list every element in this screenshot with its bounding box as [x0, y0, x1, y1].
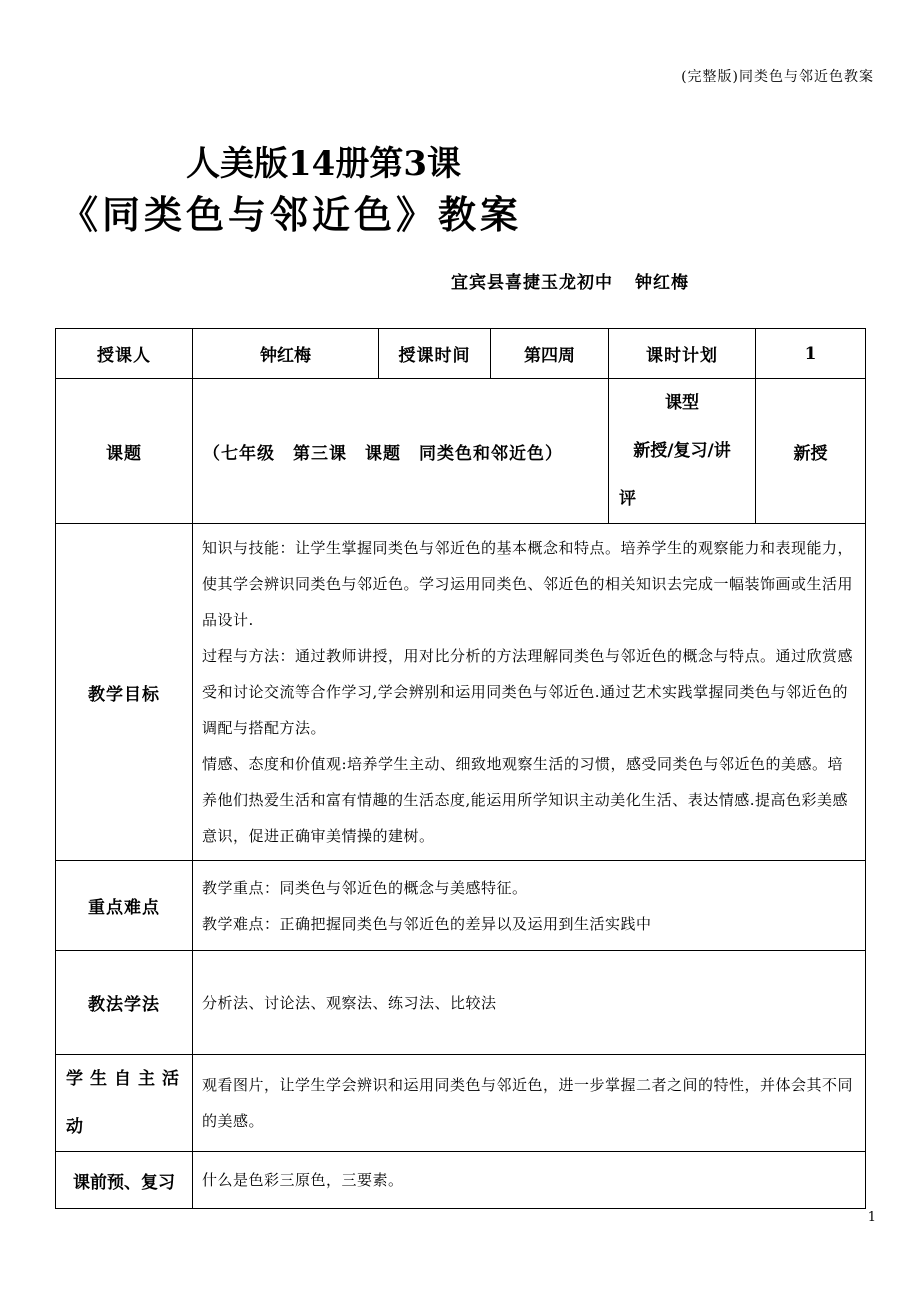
author-name: 钟红梅 [635, 273, 689, 293]
keypoints-content [193, 861, 866, 951]
keypoints-focus: 教学重点：同类色与邻近色的概念与美感特征。 [202, 878, 528, 897]
goals-attitude: 情感、态度和价值观:培养学生主动、细致地观察生活的习惯，感受同类色与邻近色的美感。培养他们热爱生活和富有情趣的生活态度,能运用所学知识主动美化生活、表达情感.提高色彩美感意识，促进正确审美情操的建树。 [202, 755, 849, 845]
topic-value: （七年级 第三课 课题 同类色和邻近色） [193, 379, 609, 524]
page-title-line1: 人美版14册第3课 [186, 144, 461, 184]
lesson-type-options-2: 评 [619, 489, 636, 509]
keypoints-difficulty: 教学难点：正确把握同类色与邻近色的差异以及运用到生活实践中 [202, 914, 652, 933]
time-value: 第四周 [491, 329, 609, 379]
methods-content: 分析法、讨论法、观察法、练习法、比较法 [193, 951, 866, 1055]
topic-label: 课题 [56, 379, 193, 524]
activities-label [56, 1055, 193, 1152]
keypoints-label: 重点难点 [56, 861, 193, 951]
table-row-goals [56, 524, 866, 861]
lesson-type-cell [609, 379, 756, 524]
preview-label: 课前预、复习 [56, 1152, 193, 1209]
table-row-methods [56, 951, 866, 1055]
header-doc-title: (完整版)同类色与邻近色教案 [681, 69, 874, 85]
goals-process: 过程与方法：通过教师讲授，用对比分析的方法理解同类色与邻近色的概念与特点。通过欣赏感受和讨论交流等合作学习,学会辨别和运用同类色与邻近色.通过艺术实践掌握同类色与邻近色的调配与搭配方法。 [202, 647, 854, 737]
lesson-type-value: 新授 [756, 379, 866, 524]
time-label: 授课时间 [379, 329, 491, 379]
page-number: 1 [867, 1210, 876, 1225]
activities-label-line1: 学生自主活 [66, 1069, 186, 1089]
goals-knowledge: 知识与技能：让学生掌握同类色与邻近色的基本概念和特点。培养学生的观察能力和表现能力，使其学会辨识同类色与邻近色。学习运用同类色、邻近色的相关知识去完成一幅装饰画或生活用品设计. [202, 539, 854, 629]
goals-label: 教学目标 [56, 524, 193, 861]
table-row-keypoints [56, 861, 866, 951]
methods-label: 教法学法 [56, 951, 193, 1055]
author-line [451, 268, 689, 293]
lesson-type-label: 课型 [665, 393, 699, 413]
table-row-info [56, 329, 866, 379]
table-row-topic [56, 379, 866, 524]
page-title-line2: 《同类色与邻近色》教案 [60, 192, 523, 237]
plan-label: 课时计划 [609, 329, 756, 379]
activities-content: 观看图片，让学生学会辨识和运用同类色与邻近色，进一步掌握二者之间的特性，并体会其不同的美感。 [193, 1055, 866, 1152]
lesson-type-options-1: 新授/复习/讲 [633, 441, 731, 461]
table-row-activities [56, 1055, 866, 1152]
plan-value: 1 [756, 329, 866, 379]
table-row-preview [56, 1152, 866, 1209]
preview-content: 什么是色彩三原色，三要素。 [193, 1152, 866, 1209]
lesson-plan-table [55, 328, 866, 1209]
teacher-value: 钟红梅 [193, 329, 379, 379]
goals-content [193, 524, 866, 861]
teacher-label: 授课人 [56, 329, 193, 379]
activities-label-line2: 动 [66, 1117, 90, 1137]
author-school: 宜宾县喜捷玉龙初中 [451, 273, 613, 293]
